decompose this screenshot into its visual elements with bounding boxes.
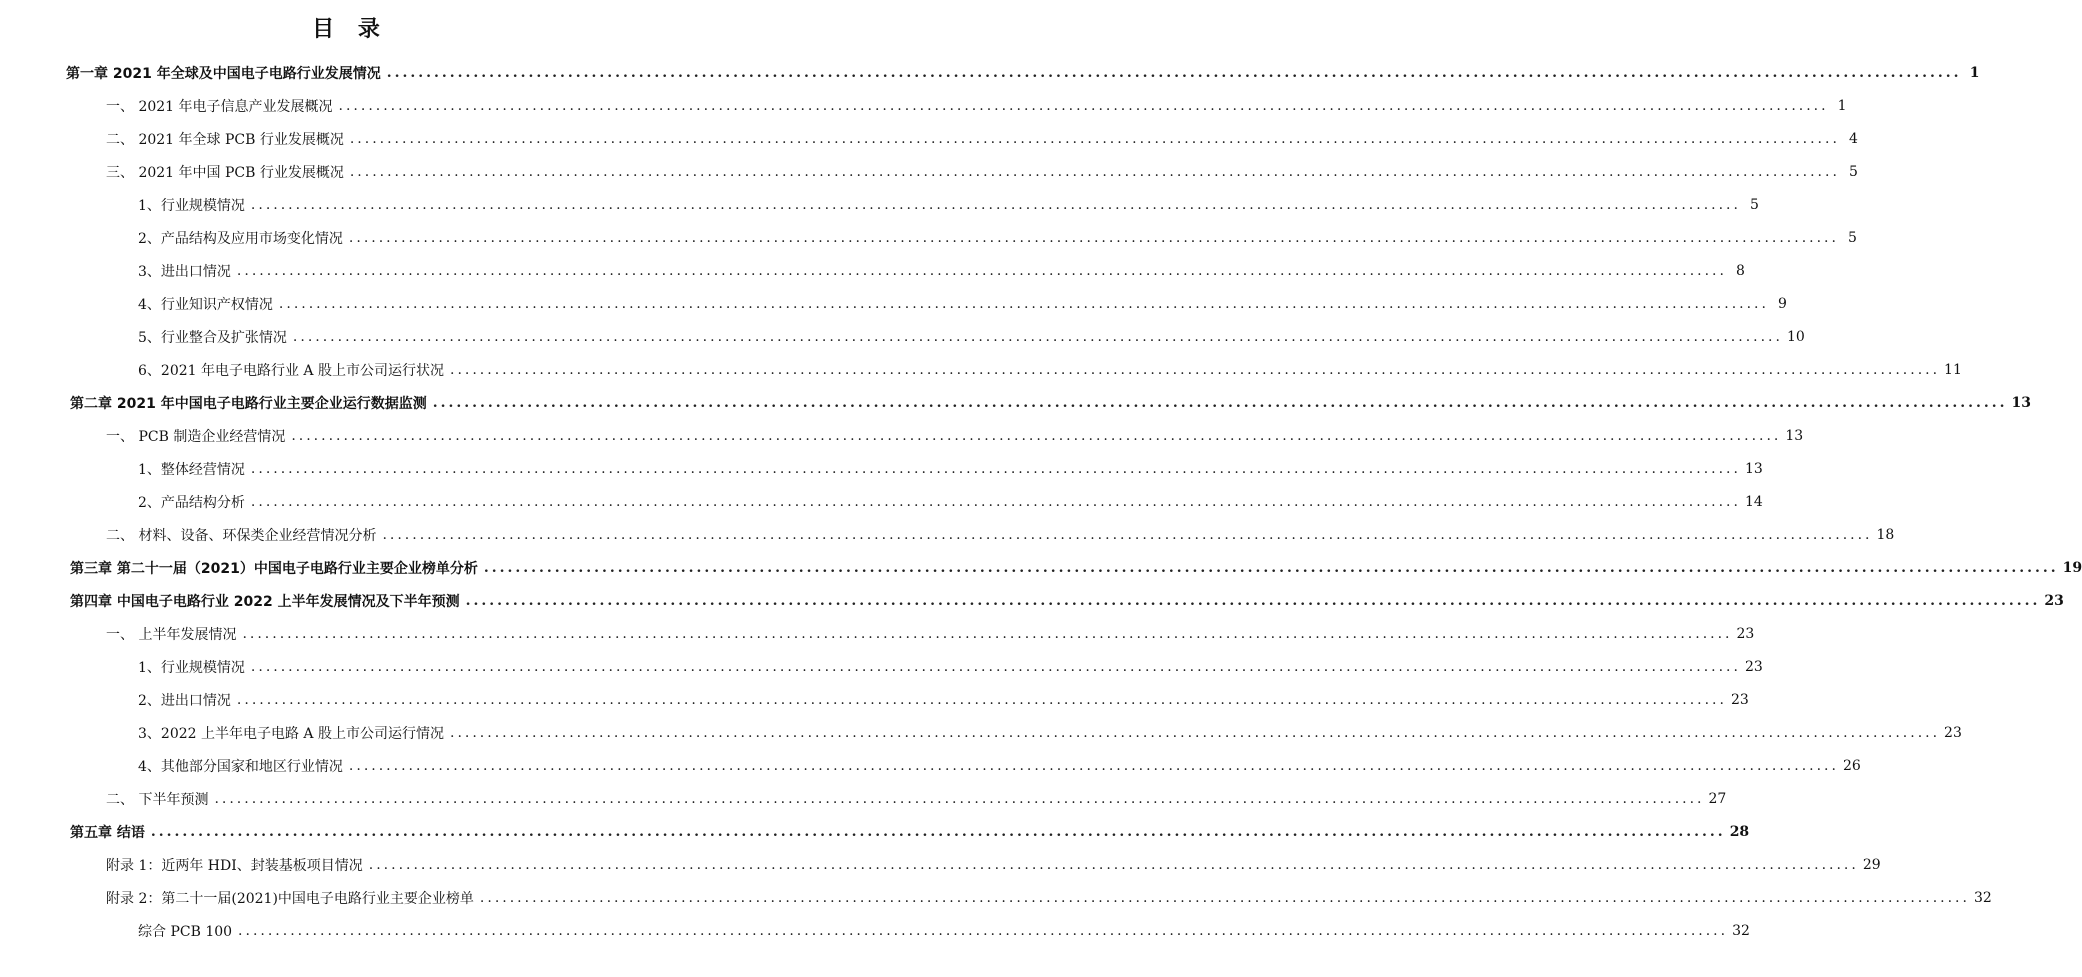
toc-entry-label: 2、进出口情况: [138, 692, 231, 709]
toc-page-number: 18: [1876, 526, 1895, 543]
dot-leader: ........................................................................................................................................................................................................: [386, 64, 1962, 81]
toc-page-number: 19: [2062, 559, 2082, 576]
dot-leader: ........................................................................................................................................................................................................: [450, 724, 1941, 741]
toc-entry[interactable]: [0, 254, 1745, 287]
toc-page-number: 29: [1862, 856, 1881, 873]
dot-leader: ........................................................................................................................................................................................................: [338, 97, 1829, 114]
toc-page-number: 11: [1944, 361, 1962, 378]
toc-page-number: 8: [1736, 262, 1745, 279]
toc-entry-label: 4、行业知识产权情况: [138, 296, 273, 313]
dot-leader: ........................................................................................................................................................................................................: [236, 262, 1727, 279]
toc-entry-label: 综合 PCB 100: [138, 923, 233, 940]
toc-page-number: 13: [2011, 394, 2032, 411]
dot-leader: ........................................................................................................................................................................................................: [238, 922, 1729, 939]
dot-leader: ........................................................................................................................................................................................................: [368, 856, 1859, 873]
toc-entry-label: 第三章 第二十一届（2021）中国电子电路行业主要企业榜单分析: [70, 560, 478, 577]
toc-page-number: 23: [2044, 592, 2064, 609]
toc-page-number: 13: [1744, 460, 1763, 477]
toc-entry[interactable]: [0, 782, 1727, 815]
toc-title: 目 录: [312, 17, 388, 42]
toc-entry-label: 一、 PCB 制造企业经营情况: [106, 428, 286, 445]
dot-leader: ........................................................................................................................................................................................................: [483, 559, 2059, 576]
toc-entry[interactable]: [0, 452, 1763, 485]
toc-page-number: 32: [1973, 889, 1992, 906]
toc-entry[interactable]: [0, 485, 1763, 518]
toc-entry-label: 附录 2：第二十一届(2021)中国电子电路行业主要企业榜单: [106, 890, 474, 907]
toc-entry-label: 二、 材料、设备、环保类企业经营情况分析: [106, 527, 377, 544]
toc-entry-label: 1、行业规模情况: [138, 659, 245, 676]
dot-leader: ........................................................................................................................................................................................................: [236, 691, 1727, 708]
toc-entry[interactable]: [0, 914, 1750, 947]
toc-page-number: 1: [1969, 64, 1980, 81]
toc-entry-label: 一、 2021 年电子信息产业发展概况: [106, 98, 333, 115]
dot-leader: ........................................................................................................................................................................................................: [292, 328, 1783, 345]
toc-entry-label: 3、进出口情况: [138, 263, 231, 280]
dot-leader: ........................................................................................................................................................................................................: [349, 163, 1840, 180]
dot-leader: ........................................................................................................................................................................................................: [250, 493, 1741, 510]
dot-leader: ........................................................................................................................................................................................................: [150, 823, 1726, 840]
toc-entry-label: 第四章 中国电子电路行业 2022 上半年发展情况及下半年预测: [70, 593, 460, 610]
toc-entry[interactable]: [0, 749, 1861, 782]
toc-entry-label: 2、产品结构分析: [138, 494, 245, 511]
toc-page-number: 5: [1750, 196, 1759, 213]
toc-entry-label: 1、整体经营情况: [138, 461, 245, 478]
toc-page-number: 1: [1837, 97, 1847, 114]
dot-leader: ........................................................................................................................................................................................................: [450, 361, 1941, 378]
dot-leader: ........................................................................................................................................................................................................: [349, 130, 1840, 147]
dot-leader: ........................................................................................................................................................................................................: [250, 460, 1741, 477]
toc-entry[interactable]: [0, 155, 1858, 188]
toc-chapter-entry[interactable]: [0, 584, 2064, 617]
toc-entry-label: 一、 上半年发展情况: [106, 626, 237, 643]
toc-page-number: 23: [1944, 724, 1962, 741]
toc-page-number: 23: [1730, 691, 1749, 708]
toc-entry-label: 6、2021 年电子电路行业 A 股上市公司运行状况: [138, 362, 444, 379]
toc-entry-label: 第二章 2021 年中国电子电路行业主要企业运行数据监测: [70, 395, 427, 412]
dot-leader: ........................................................................................................................................................................................................: [250, 658, 1741, 675]
toc-entry[interactable]: [0, 122, 1858, 155]
dot-leader: ........................................................................................................................................................................................................: [479, 889, 1970, 906]
toc-page-number: 10: [1786, 328, 1805, 345]
toc-page-number: 9: [1778, 295, 1787, 312]
toc-entry-label: 附录 1：近两年 HDI、封装基板项目情况: [106, 857, 363, 874]
dot-leader: ........................................................................................................................................................................................................: [382, 526, 1873, 543]
dot-leader: ........................................................................................................................................................................................................: [465, 592, 2041, 609]
toc-page-number: 32: [1732, 922, 1750, 939]
toc-page-number: 28: [1729, 823, 1750, 840]
dot-leader: ........................................................................................................................................................................................................: [291, 427, 1782, 444]
toc-entry[interactable]: [0, 419, 1804, 452]
dot-leader: ........................................................................................................................................................................................................: [278, 295, 1769, 312]
toc-page-number: 4: [1848, 130, 1858, 147]
toc-entry[interactable]: [0, 848, 1881, 881]
toc-entry-label: 3、2022 上半年电子电路 A 股上市公司运行情况: [138, 725, 444, 742]
toc-page-number: 23: [1736, 625, 1755, 642]
toc-entry[interactable]: [0, 188, 1759, 221]
toc-entry[interactable]: [0, 320, 1805, 353]
toc-entry-label: 4、其他部分国家和地区行业情况: [138, 758, 343, 775]
toc-page-number: 5: [1848, 229, 1857, 246]
toc-page-number: 23: [1744, 658, 1763, 675]
toc-chapter-entry[interactable]: [0, 551, 2082, 584]
toc-chapter-entry[interactable]: [0, 56, 1980, 89]
toc-chapter-entry[interactable]: [0, 815, 1750, 848]
toc-page-number: 5: [1848, 163, 1858, 180]
toc-entry[interactable]: [0, 716, 1962, 749]
dot-leader: ........................................................................................................................................................................................................: [348, 229, 1839, 246]
toc-entry[interactable]: [0, 650, 1763, 683]
toc-page-number: 13: [1785, 427, 1804, 444]
toc-page-number: 27: [1708, 790, 1727, 807]
toc-entry-label: 第五章 结语: [70, 824, 145, 841]
toc-chapter-entry[interactable]: [0, 386, 2032, 419]
toc-entry-label: 1、行业规模情况: [138, 197, 245, 214]
dot-leader: ........................................................................................................................................................................................................: [214, 790, 1705, 807]
toc-entry[interactable]: [0, 287, 1787, 320]
dot-leader: ........................................................................................................................................................................................................: [348, 757, 1839, 774]
toc-entry[interactable]: [0, 518, 1895, 551]
toc-entry[interactable]: [0, 89, 1847, 122]
toc-entry-label: 二、 2021 年全球 PCB 行业发展概况: [106, 131, 344, 148]
toc-page-number: 26: [1842, 757, 1861, 774]
table-of-contents: [0, 56, 2082, 947]
dot-leader: ........................................................................................................................................................................................................: [250, 196, 1741, 213]
toc-entry-label: 5、行业整合及扩张情况: [138, 329, 287, 346]
toc-entry[interactable]: [0, 617, 1755, 650]
toc-entry-label: 三、 2021 年中国 PCB 行业发展概况: [106, 164, 344, 181]
dot-leader: ........................................................................................................................................................................................................: [432, 394, 2008, 411]
toc-entry[interactable]: [0, 683, 1749, 716]
toc-entry-label: 2、产品结构及应用市场变化情况: [138, 230, 343, 247]
toc-entry-label: 第一章 2021 年全球及中国电子电路行业发展情况: [66, 65, 381, 82]
dot-leader: ........................................................................................................................................................................................................: [242, 625, 1733, 642]
toc-entry[interactable]: [0, 221, 1857, 254]
toc-page-number: 14: [1744, 493, 1763, 510]
toc-entry[interactable]: [0, 881, 1992, 914]
toc-entry[interactable]: [0, 353, 1962, 386]
toc-entry-label: 二、 下半年预测: [106, 791, 209, 808]
